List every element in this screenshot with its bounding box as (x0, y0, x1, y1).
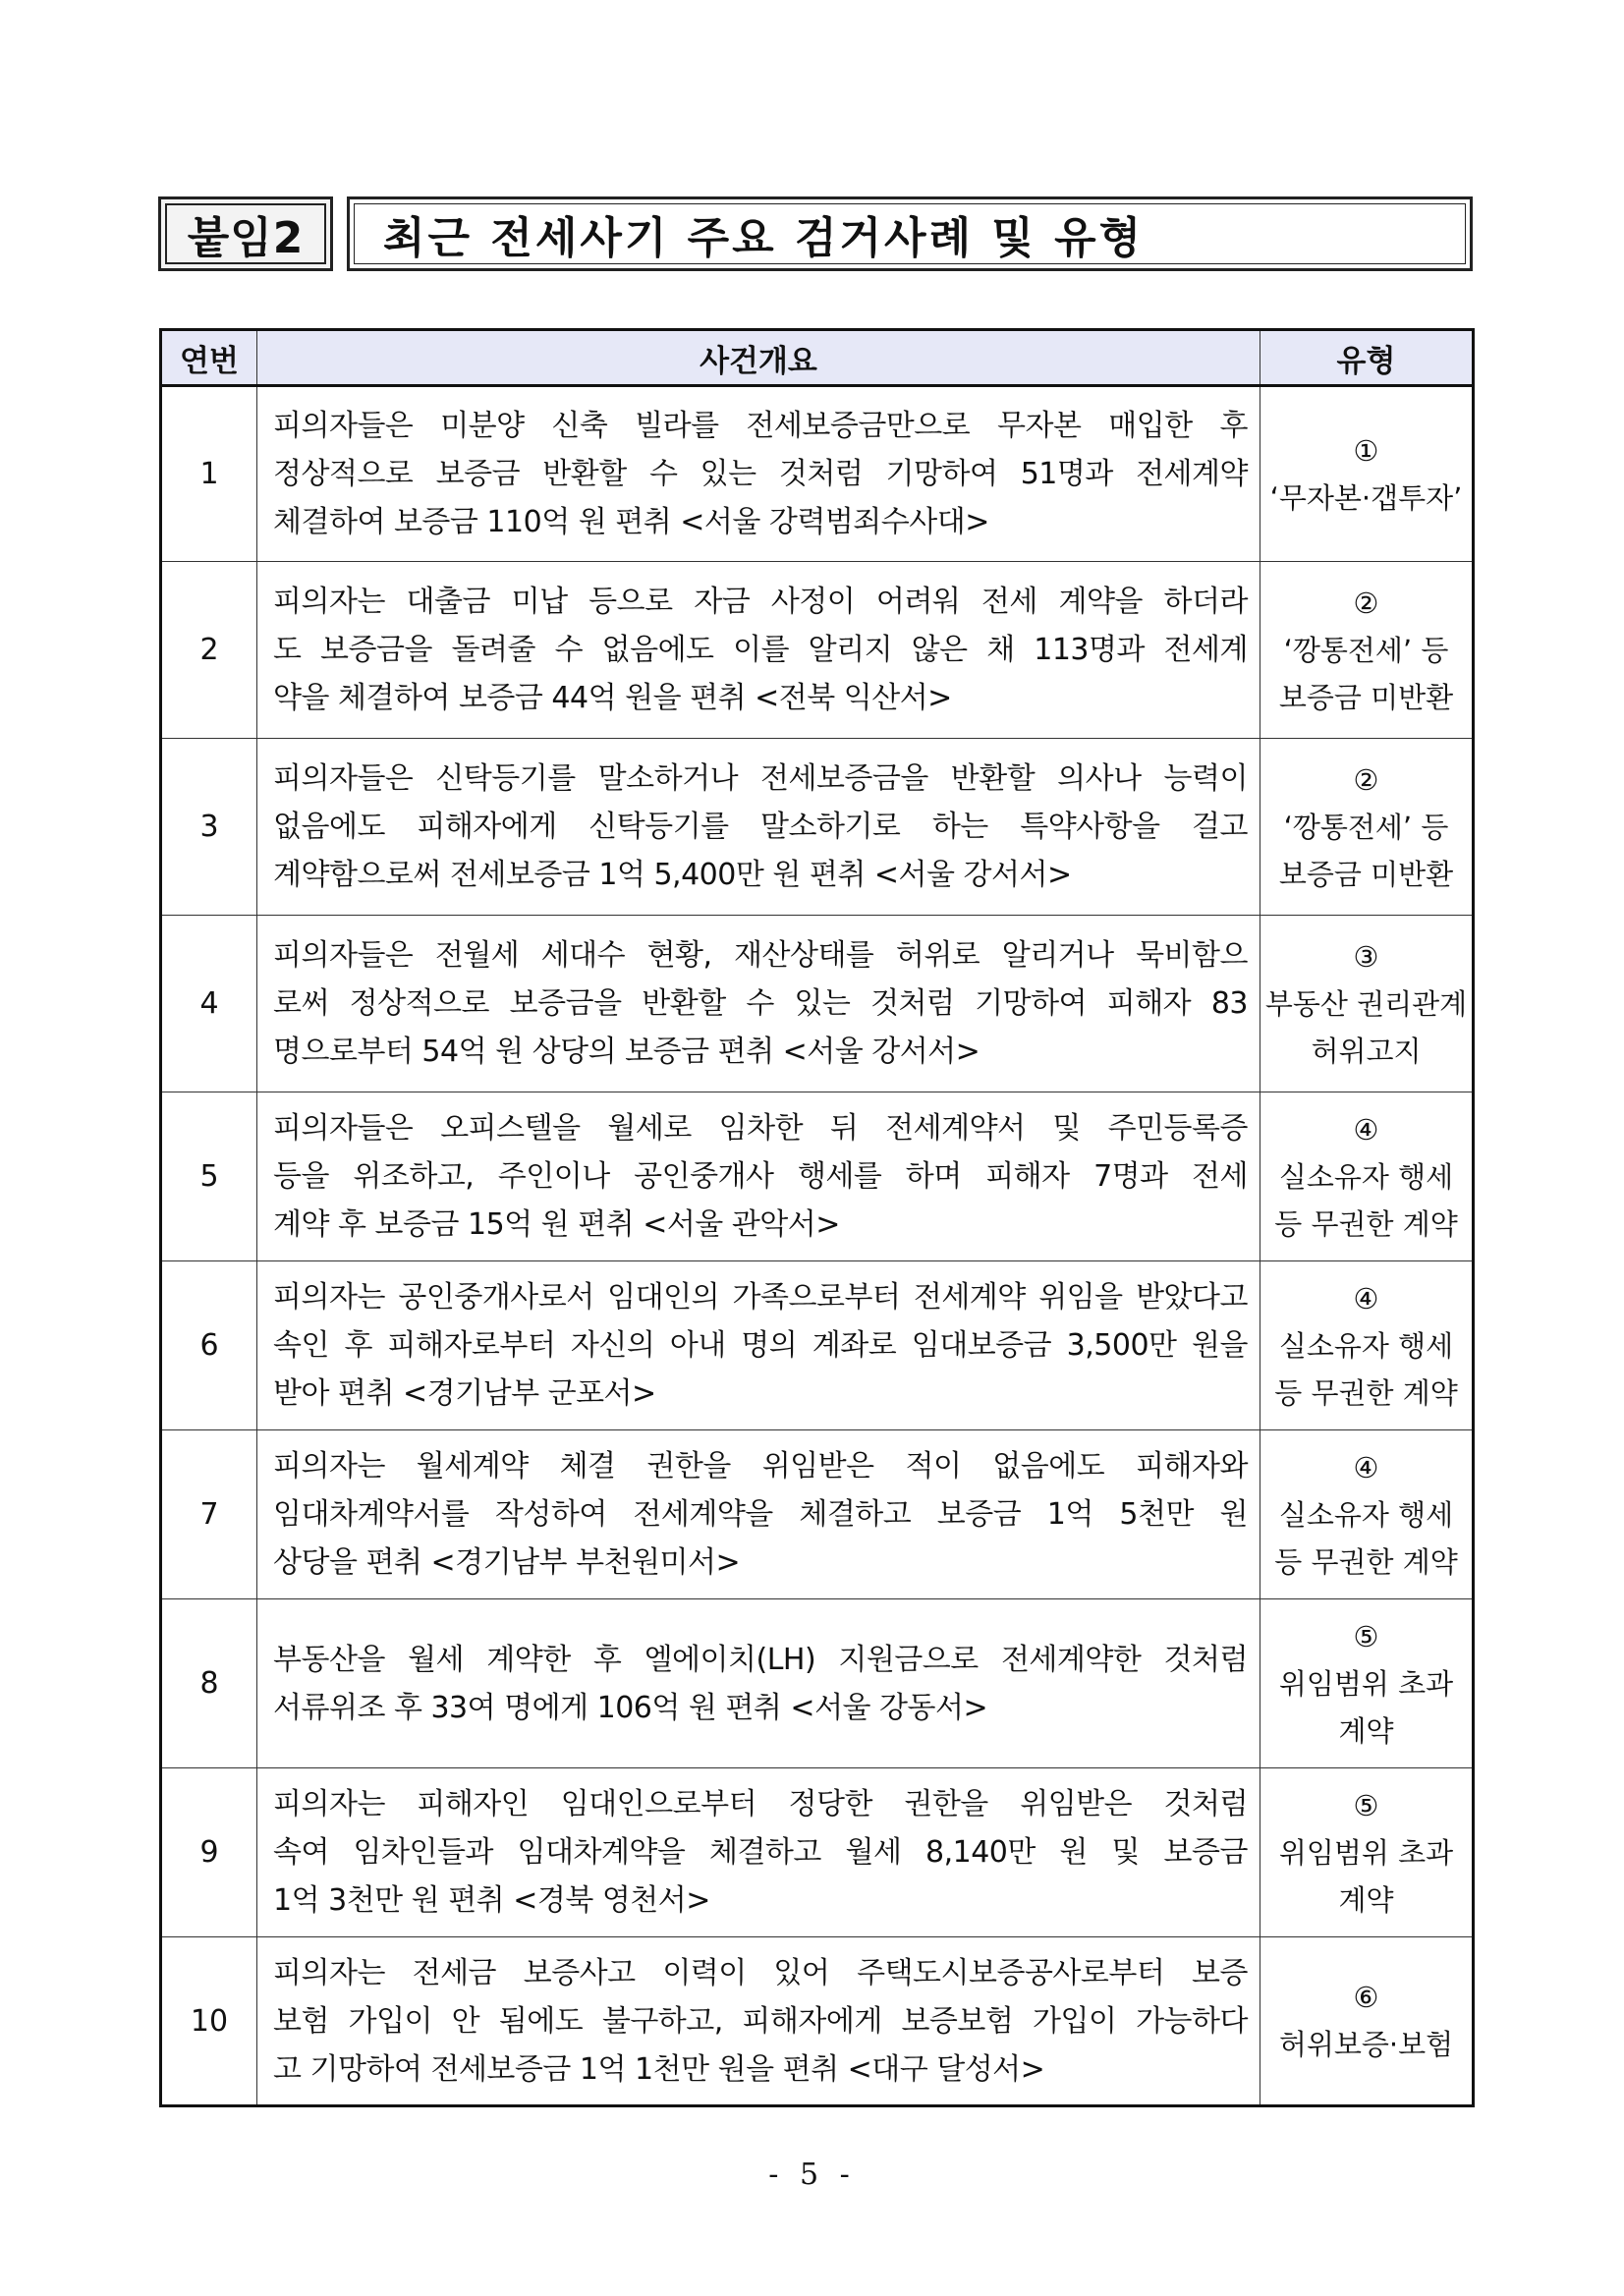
case-summary-line: 계약 후 보증금 15억 원 편취 <서울 관악서> (273, 1207, 840, 1242)
case-type (1260, 916, 1474, 1092)
case-summary-line: 보험 가입이 안 됨에도 불구하고, 피해자에게 보증보험 가입이 가능하다 (273, 2003, 1248, 2039)
case-type-line: 등 무권한 계약 (1274, 1544, 1458, 1579)
case-type-line: 위임범위 초과 (1278, 1835, 1454, 1870)
case-type-line: 실소유자 행세 (1278, 1328, 1454, 1363)
case-type-line: 실소유자 행세 (1278, 1159, 1454, 1194)
column-header-summary: 사건개요 (257, 330, 1260, 386)
case-summary-line: 피의자는 월세계약 체결 권한을 위임받은 적이 없음에도 피해자와 (273, 1449, 1248, 1484)
case-type-marker: ② (1353, 586, 1379, 620)
case-type (1260, 739, 1474, 916)
case-type-line: 실소유자 행세 (1278, 1497, 1454, 1532)
case-type-line: 등 무권한 계약 (1274, 1375, 1458, 1410)
case-type-marker: ① (1353, 433, 1379, 468)
case-summary (257, 1599, 1260, 1768)
case-summary-line: 계약함으로써 전세보증금 1억 5,400만 원 편취 <서울 강서서> (273, 858, 1072, 892)
case-type (1260, 386, 1474, 562)
case-number: 1 (161, 386, 257, 562)
page-title: 최근 전세사기 주요 검거사례 및 유형 (347, 196, 1473, 271)
case-summary-line: 고 기망하여 전세보증금 1억 1천만 원을 편취 <대구 달성서> (273, 2051, 1045, 2087)
case-type-marker: ④ (1353, 1112, 1379, 1147)
column-header-type: 유형 (1260, 330, 1474, 386)
case-summary (257, 386, 1260, 562)
case-type-line: 보증금 미반환 (1278, 857, 1454, 891)
case-type-line: ‘깡통전세’ 등 (1283, 633, 1449, 667)
table-row (161, 1430, 1474, 1599)
case-summary-line: 체결하여 보증금 110억 원 편취 <서울 강력범죄수사대> (273, 505, 989, 539)
case-type (1260, 562, 1474, 739)
case-type-marker: ② (1353, 762, 1379, 797)
case-type-line: 부동산 권리관계 (1264, 986, 1468, 1021)
table-row (161, 386, 1474, 562)
case-number: 3 (161, 739, 257, 916)
case-type-line: ‘깡통전세’ 등 (1283, 810, 1449, 844)
case-number: 7 (161, 1430, 257, 1599)
case-number: 10 (161, 1937, 257, 2106)
case-summary (257, 1430, 1260, 1599)
cases-table (159, 328, 1475, 2107)
case-summary-line: 피의자들은 미분양 신축 빌라를 전세보증금만으로 무자본 매입한 후 (273, 409, 1248, 443)
case-type (1260, 1430, 1474, 1599)
case-type (1260, 1937, 1474, 2106)
case-summary-line: 등을 위조하고, 주인이나 공인중개사 행세를 하며 피해자 7명과 전세 (273, 1159, 1248, 1194)
case-type (1260, 1599, 1474, 1768)
table-row (161, 916, 1474, 1092)
case-type-marker: ④ (1353, 1450, 1379, 1484)
case-summary-line: 1억 3천만 원 편취 <경북 영천서> (273, 1883, 710, 1918)
case-summary-line: 받아 편취 <경기남부 군포서> (273, 1376, 656, 1411)
case-type-line: 계약 (1338, 1882, 1394, 1917)
case-summary-line: 피의자는 피해자인 임대인으로부터 정당한 권한을 위임받은 것처럼 (273, 1787, 1248, 1821)
column-header-no: 연번 (161, 330, 257, 386)
case-number: 8 (161, 1599, 257, 1768)
case-number: 2 (161, 562, 257, 739)
case-type-marker: ⑥ (1353, 1981, 1379, 2014)
case-type-line: 허위보증·보험 (1278, 2028, 1454, 2061)
case-type-line: 등 무권한 계약 (1274, 1206, 1458, 1241)
case-summary-line: 피의자들은 오피스텔을 월세로 임차한 뒤 전세계약서 및 주민등록증 (273, 1111, 1248, 1146)
case-summary-line: 피의자는 전세금 보증사고 이력이 있어 주택도시보증공사로부터 보증 (273, 1955, 1248, 1990)
case-summary-line: 서류위조 후 33여 명에게 106억 원 편취 <서울 강동서> (273, 1690, 988, 1725)
case-number: 5 (161, 1092, 257, 1261)
case-type-marker: ⑤ (1353, 1788, 1379, 1822)
table-row (161, 562, 1474, 739)
case-summary-line: 약을 체결하여 보증금 44억 원을 편취 <전북 익산서> (273, 681, 952, 715)
table-row (161, 1768, 1474, 1937)
case-type (1260, 1768, 1474, 1937)
table-row (161, 1599, 1474, 1768)
table-row (161, 1092, 1474, 1261)
case-number: 9 (161, 1768, 257, 1937)
page-number: - 5 - (768, 2157, 856, 2192)
case-summary-line: 속인 후 피해자로부터 자신의 아내 명의 계좌로 임대보증금 3,500만 원을 (273, 1328, 1248, 1363)
case-summary (257, 1937, 1260, 2106)
case-summary-line: 정상적으로 보증금 반환할 수 있는 것처럼 기망하여 51명과 전세계약 (273, 457, 1248, 491)
case-type-marker: ④ (1353, 1281, 1379, 1316)
case-type-line: 계약 (1338, 1713, 1394, 1748)
case-summary-line: 로써 정상적으로 보증금을 반환할 수 있는 것처럼 기망하여 피해자 83 (273, 986, 1248, 1021)
case-summary (257, 739, 1260, 916)
case-summary-line: 명으로부터 54억 원 상당의 보증금 편취 <서울 강서서> (273, 1035, 980, 1069)
case-summary-line: 부동산을 월세 계약한 후 엘에이치(LH) 지원금으로 전세계약한 것처럼 (273, 1642, 1248, 1677)
case-number: 4 (161, 916, 257, 1092)
case-type-line: ‘무자본·갭투자’ (1269, 480, 1463, 515)
table-body (161, 386, 1474, 2106)
case-type-line: 위임범위 초과 (1278, 1666, 1454, 1701)
case-type (1260, 1261, 1474, 1430)
case-summary-line: 임대차계약서를 작성하여 전세계약을 체결하고 보증금 1억 5천만 원 (273, 1497, 1248, 1532)
attachment-tag: 붙임2 (158, 196, 333, 271)
case-summary-line: 도 보증금을 돌려줄 수 없음에도 이를 알리지 않은 채 113명과 전세계 (273, 633, 1248, 667)
case-summary-line: 피의자들은 신탁등기를 말소하거나 전세보증금을 반환할 의사나 능력이 (273, 761, 1248, 796)
table-row (161, 1261, 1474, 1430)
case-type-marker: ⑤ (1353, 1619, 1379, 1653)
case-summary (257, 1261, 1260, 1430)
table-row (161, 739, 1474, 916)
case-summary (257, 1092, 1260, 1261)
case-summary (257, 562, 1260, 739)
case-type-marker: ③ (1353, 939, 1379, 974)
table-header-row (161, 330, 1474, 386)
case-summary-line: 상당을 편취 <경기남부 부천원미서> (273, 1545, 741, 1580)
case-summary-line: 피의자는 대출금 미납 등으로 자금 사정이 어려워 전세 계약을 하더라 (273, 585, 1248, 619)
case-type-line: 보증금 미반환 (1278, 680, 1454, 714)
case-summary-line: 속여 임차인들과 임대차계약을 체결하고 월세 8,140만 원 및 보증금 (273, 1835, 1248, 1870)
case-summary-line: 피의자는 공인중개사로서 임대인의 가족으로부터 전세계약 위임을 받았다고 (273, 1280, 1248, 1315)
case-summary (257, 916, 1260, 1092)
case-type (1260, 1092, 1474, 1261)
case-summary (257, 1768, 1260, 1937)
case-summary-line: 피의자들은 전월세 세대수 현황, 재산상태를 허위로 알리거나 묵비함으 (273, 938, 1248, 973)
table-row (161, 1937, 1474, 2106)
case-type-line: 허위고지 (1311, 1034, 1422, 1068)
case-summary-line: 없음에도 피해자에게 신탁등기를 말소하기로 하는 특약사항을 걸고 (273, 810, 1248, 844)
case-number: 6 (161, 1261, 257, 1430)
